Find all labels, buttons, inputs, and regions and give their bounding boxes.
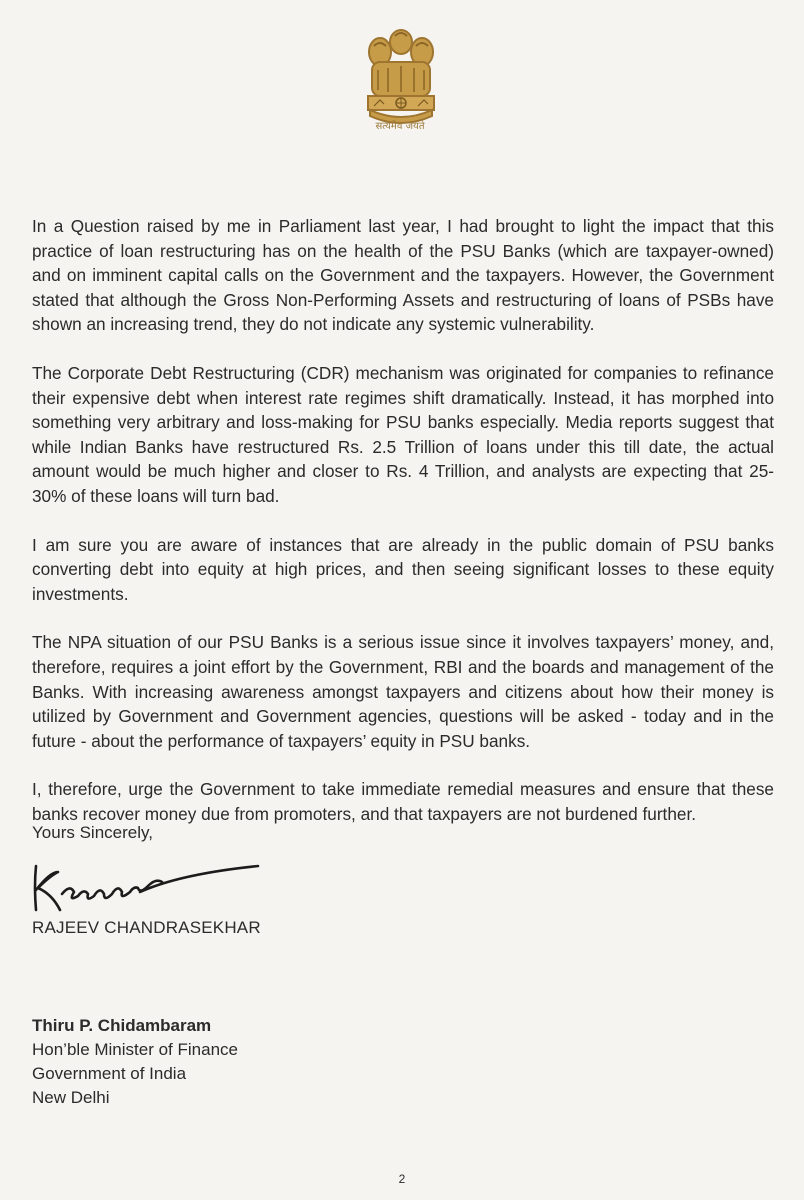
addressee-name: Thiru P. Chidambaram bbox=[32, 1016, 212, 1035]
signature-icon bbox=[28, 852, 268, 918]
paragraph: In a Question raised by me in Parliament last year, I had brought to light the impact that this practice of loan restructuring has on the health of the PSU Banks (which are taxpayer-owned) and on imminent capital calls on the Government and the taxpayers. However, the Government stated that although the Gross Non-Performing Assets and restructuring of loans of PSBs have shown an increasing trend, they do not indicate any systemic vulnerability. bbox=[32, 216, 774, 335]
closing-salutation: Yours Sincerely, bbox=[32, 823, 153, 842]
paragraph: The Corporate Debt Restructuring (CDR) mechanism was originated for companies to refinance their expensive debt when interest rate regimes shift dramatically. Instead, it has morphed into something very arbitrary and loss-making for PSU banks especially. Media reports suggest that while Indian Banks have restructured Rs. 2.5 Trillion of loans under this till date, the actual amount would be much higher and closer to Rs. 4 Trillion, and analysts are expecting that 25-30% of these loans will turn bad. bbox=[32, 362, 774, 506]
emblem-motto: सत्यमेव जयते bbox=[375, 121, 425, 132]
addressee-title: Hon’ble Minister of Finance bbox=[32, 1040, 238, 1059]
letter-body bbox=[32, 214, 774, 850]
signer-name: RAJEEV CHANDRASEKHAR bbox=[32, 918, 261, 937]
paragraph: I am sure you are aware of instances that are already in the public domain of PSU banks converting debt into equity at high prices, and then seeing significant losses to these equity investments. bbox=[32, 534, 774, 604]
addressee-block bbox=[32, 1014, 238, 1110]
addressee-org: Government of India bbox=[32, 1064, 187, 1083]
paragraph: The NPA situation of our PSU Banks is a serious issue since it involves taxpayers’ money, and, therefore, requires a joint effort by the Government, RBI and the boards and management of the Banks. With increasing awareness amongst taxpayers and citizens about how their money is utilized by Government and Government agencies, questions will be asked - today and in the future - about the performance of taxpayers’ equity in PSU banks. bbox=[32, 632, 774, 751]
page-number: 2 bbox=[398, 1172, 406, 1186]
addressee-city: New Delhi bbox=[32, 1088, 110, 1107]
paragraph: I, therefore, urge the Government to take immediate remedial measures and ensure that these banks recover money due from promoters, and that taxpayers are not burdened further. bbox=[32, 779, 774, 824]
